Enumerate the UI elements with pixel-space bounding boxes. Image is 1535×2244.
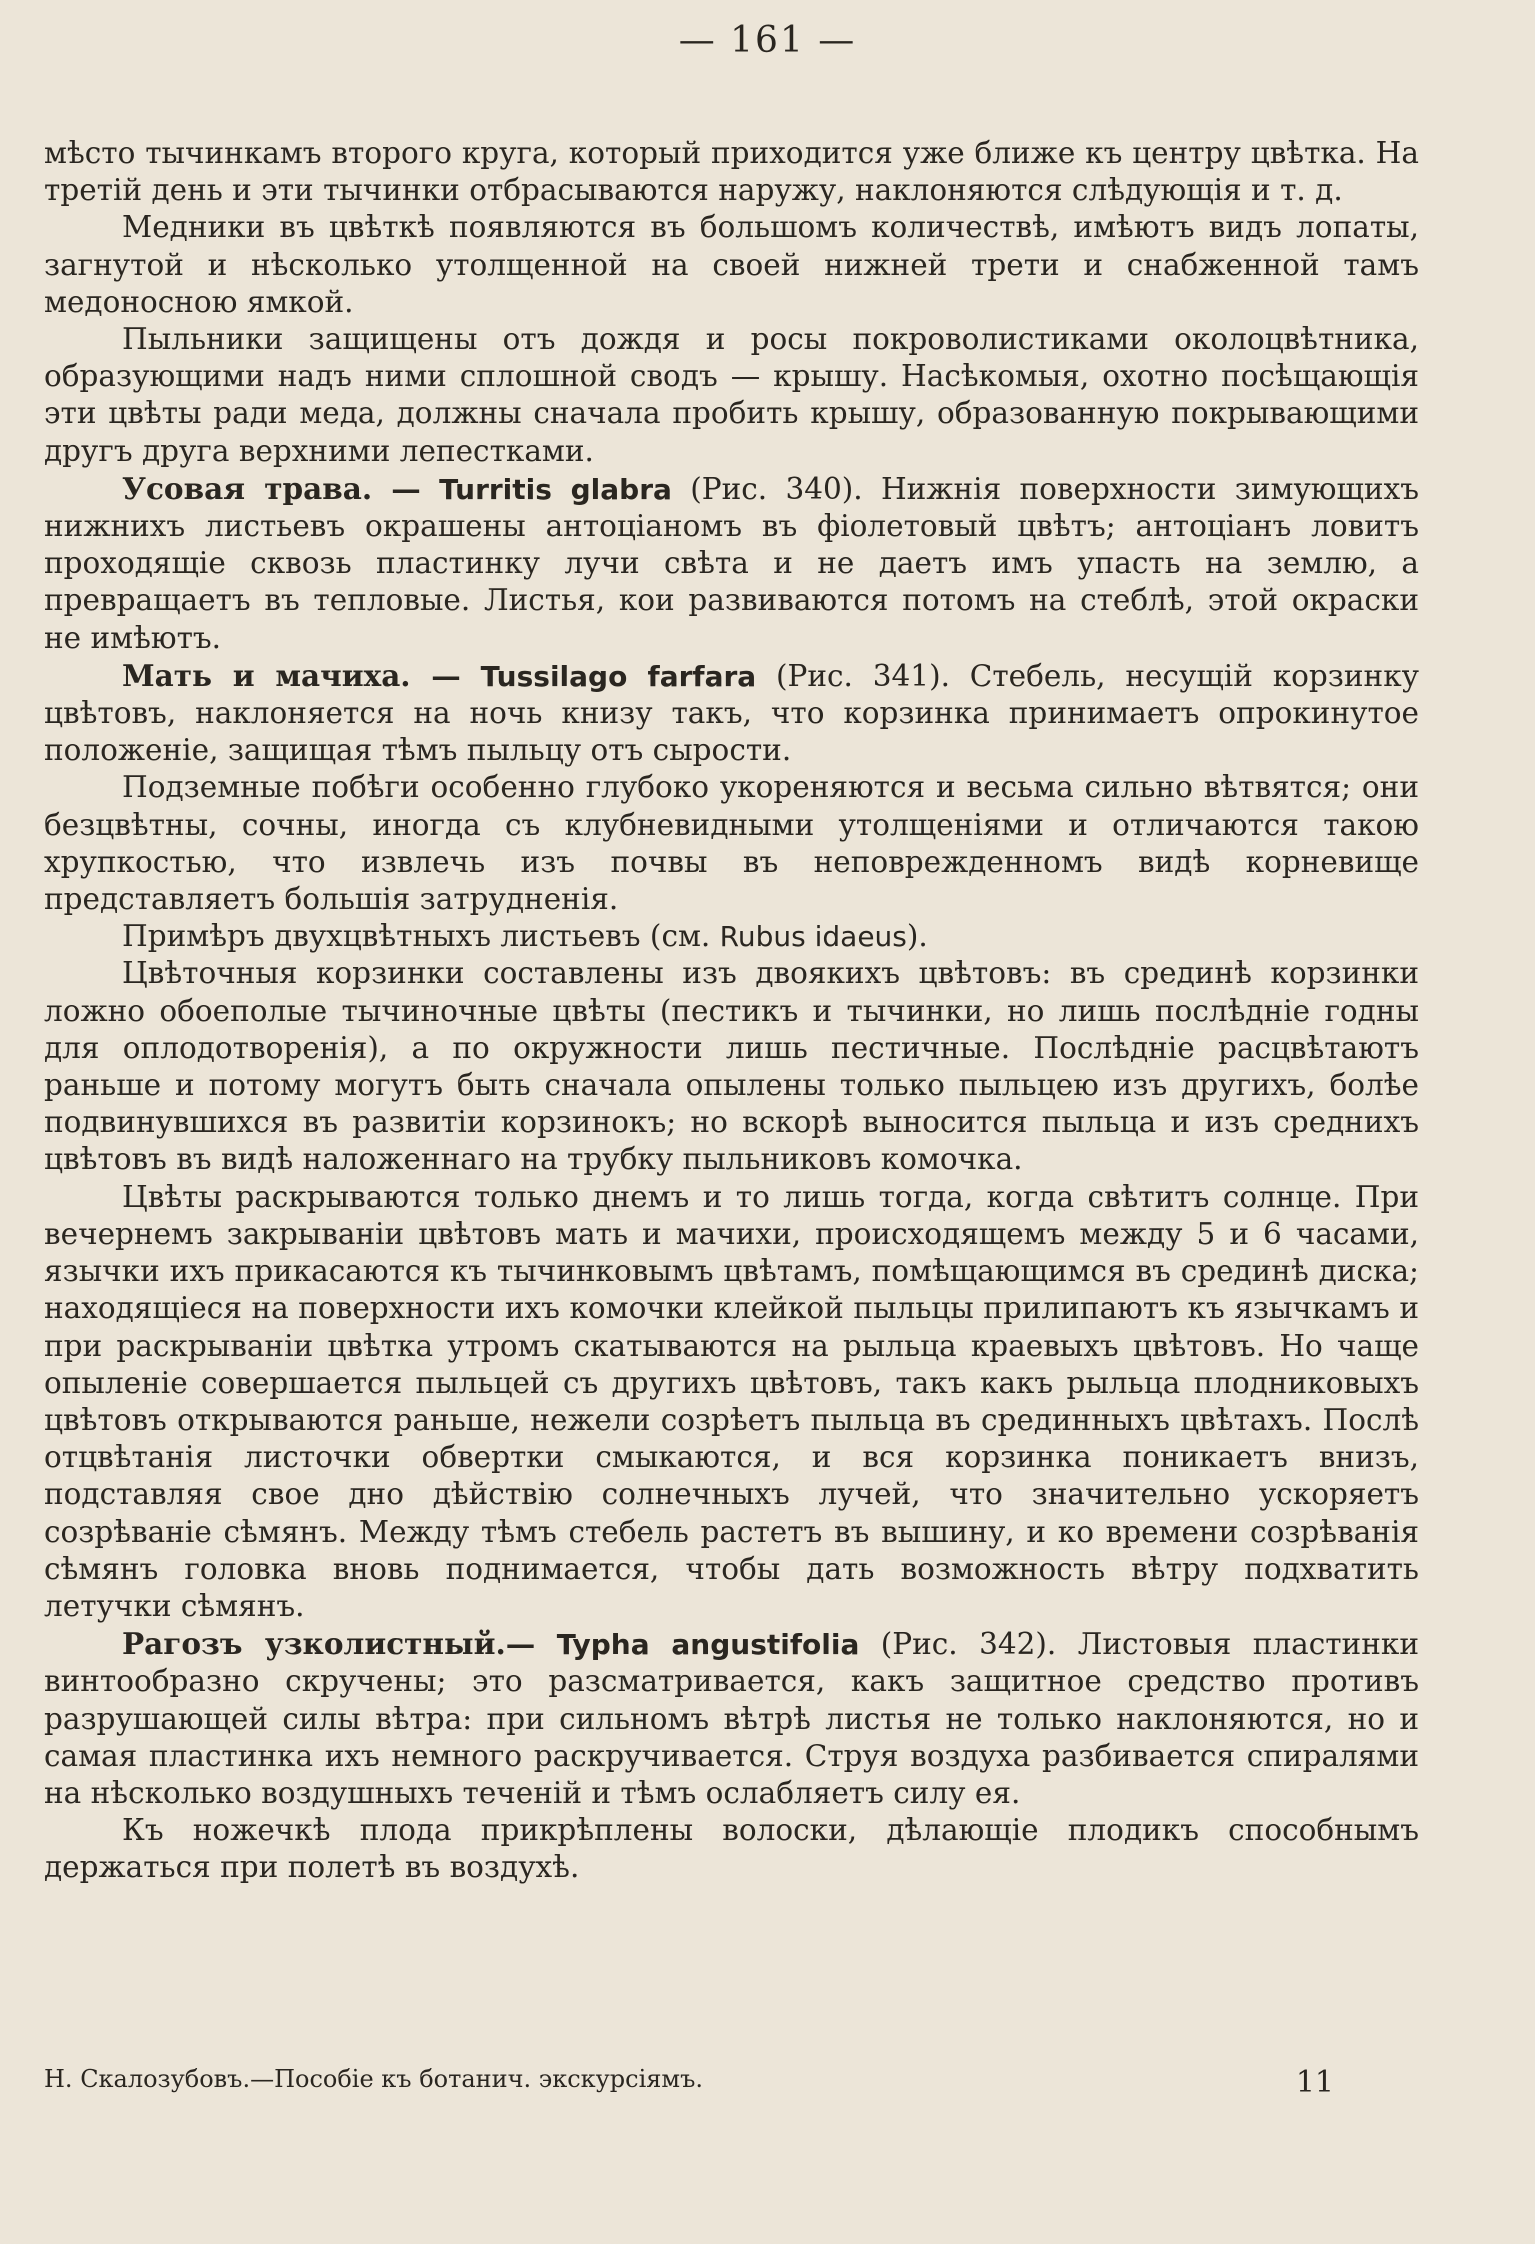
section-heading: Усовая трава. — [122, 470, 421, 506]
paragraph: Пыльники защищены отъ дождя и росы покроволистиками околоцвѣтника, образующими надъ ними сплошной сводъ — крышу. Насѣкомыя, охотно посѣщающія эти цвѣты ради меда, должны сначала пробить крышу, образованную покрывающими другъ друга верхними лепестками. [44, 322, 1419, 468]
body-text [44, 135, 1419, 1887]
paragraph-typha [44, 1625, 1419, 1812]
signature-mark: 11 [1295, 2065, 1334, 2100]
paragraph-turritis [44, 470, 1419, 657]
latin-name: Rubus idaeus [719, 920, 907, 954]
paragraph: мѣсто тычинкамъ второго круга, который приходится уже ближе къ центру цвѣтка. На третій день и эти тычинки отбрасываются наружу, наклоняются слѣдующія и т. д. [44, 136, 1419, 208]
page-footer [44, 2065, 1334, 2100]
paragraph-text: (Рис. 342). Листовыя пластинки винтообразно скручены; это разсматривается, какъ защитное средство противъ разрушающей силы вѣтра: при сильномъ вѣтрѣ листья не только наклоняются, но и самая пластинка ихъ немного раскручивается. Струя воздуха разбивается спиралями на нѣсколько воздушныхъ теченій и тѣмъ ослабляетъ силу ея. [44, 1627, 1419, 1810]
paragraph: Къ ножечкѣ плода прикрѣплены волоски, дѣлающіе плодикъ способнымъ держаться при полетѣ въ воздухѣ. [44, 1813, 1419, 1885]
paragraph: Цвѣточныя корзинки составлены изъ двоякихъ цвѣтовъ: въ срединѣ корзинки ложно обоеполые тычиночные цвѣты (пестикъ и тычинки, но лишь послѣдніе годны для оплодотворенія), а по окружности лишь пестичные. Послѣдніе расцвѣтаютъ раньше и потому могутъ быть сначала опылены только пыльцею изъ другихъ, болѣе подвинувшихся въ развитіи корзинокъ; но вскорѣ выносится пыльца и изъ среднихъ цвѣтовъ въ видѣ наложеннаго на трубку пыльниковъ комочка. [44, 956, 1419, 1177]
latin-name: Typha angustifolia [556, 1628, 860, 1662]
paragraph: Медники въ цвѣткѣ появляются въ большомъ количествѣ, имѣютъ видъ лопаты, загнутой и нѣсколько утолщенной на своей нижней трети и снабженной тамъ медоносною ямкой. [44, 210, 1419, 319]
latin-name: Turritis glabra [439, 472, 672, 506]
paragraph-text: Примѣръ двухцвѣтныхъ листьевъ (см. [122, 919, 720, 954]
section-heading: Рагозъ узколистный.— [122, 1626, 536, 1662]
page-number: — 161 — [678, 20, 857, 61]
paragraph-text: (Рис. 341). Стебель, несущій корзинку цвѣтовъ, наклоняется на ночь книзу такъ, что корзинка принимаетъ опрокинутое положеніе, защищая тѣмъ пыльцу отъ сырости. [44, 658, 1420, 768]
section-heading: Мать и мачиха. — [122, 657, 461, 693]
paragraph-text-end: ). [906, 919, 928, 954]
paragraph-tussilago [44, 657, 1419, 770]
footer-author: Н. Скалозубовъ.—Пособіе къ ботанич. экскурсіямъ. [44, 2065, 703, 2093]
paragraph: Цвѣты раскрываются только днемъ и то лишь тогда, когда свѣтитъ солнце. При вечернемъ закрываніи цвѣтовъ мать и мачихи, происходящемъ между 5 и 6 часами, язычки ихъ прикасаются къ тычинковымъ цвѣтамъ, помѣщающимся въ срединѣ диска; находящіеся на поверхности ихъ комочки клейкой пыльцы прилипаютъ къ язычкамъ и при раскрываніи цвѣтка утромъ скатываются на рыльца краевыхъ цвѣтовъ. Но чаще опыленіе совершается пыльцей съ другихъ цвѣтовъ, такъ какъ рыльца плодниковыхъ цвѣтовъ открываются раньше, нежели созрѣетъ пыльца въ срединныхъ цвѣтахъ. Послѣ отцвѣтанія листочки обвертки смыкаются, и вся корзинка поникаетъ внизъ, подставляя свое дно дѣйствію солнечныхъ лучей, что значительно ускоряетъ созрѣваніе сѣмянъ. Между тѣмъ стебель растетъ въ вышину, и ко времени созрѣванія сѣмянъ головка вновь поднимается, чтобы дать возможность вѣтру подхватить летучки сѣмянъ. [44, 1179, 1419, 1623]
latin-name: Tussilago farfara [480, 659, 757, 693]
paragraph-rubus [44, 918, 1419, 955]
paragraph: Подземные побѣги особенно глубоко укореняются и весьма сильно вѣтвятся; они безцвѣтны, сочны, иногда съ клубневидными утолщеніями и отличаются такою хрупкостью, что извлечь изъ почвы въ неповрежденномъ видѣ корневище представляетъ большія затрудненія. [44, 770, 1419, 917]
paragraph-text: (Рис. 340). Нижнія поверхности зимующихъ нижнихъ листьевъ окрашены антоціаномъ въ фіолетовый цвѣтъ; антоціанъ ловитъ проходящіе сквозь пластинку лучи свѣта и не даетъ имъ упасть на землю, а превращаетъ въ тепловые. Листья, кои развиваются потомъ на стеблѣ, этой окраски не имѣютъ. [44, 471, 1419, 655]
